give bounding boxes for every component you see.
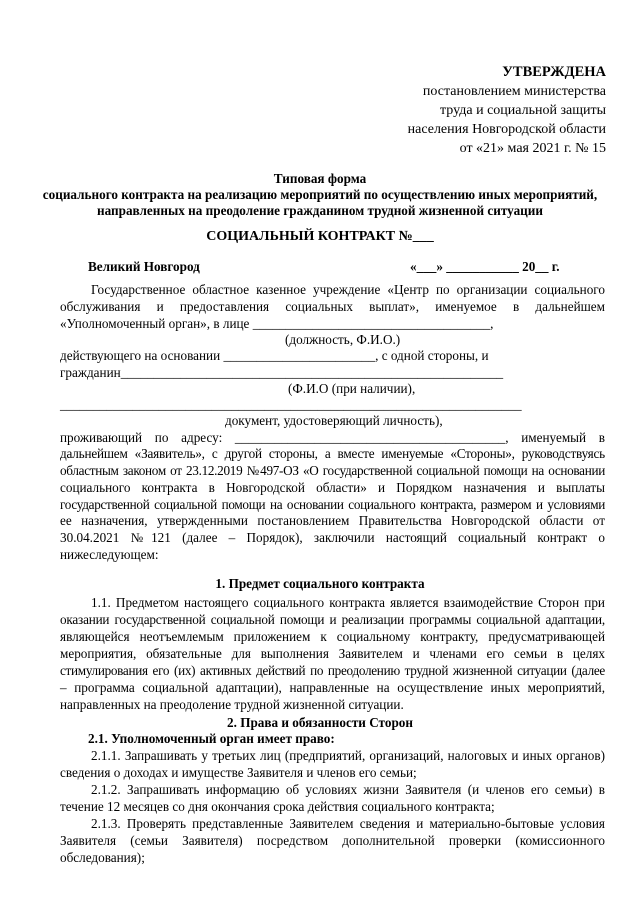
section-1-line: – программа социальной адаптации), направленные на осуществление иных мероприятий,	[60, 680, 605, 695]
section-2-line: 2.1.1. Запрашивать у третьих лиц (предприятий, организаций, налоговых и иных органов)	[91, 748, 605, 763]
section-1-line: мероприятия, обязательные для выполнения Заявителем и членами его семьи в целях	[60, 646, 605, 661]
contract-title: СОЦИАЛЬНЫЙ КОНТРАКТ №___	[206, 229, 434, 244]
contract-city: Великий Новгород	[88, 259, 200, 274]
section-2-line: сведения о доходах и имуществе Заявителя и членов его семьи;	[60, 765, 417, 780]
section-1-title: 1. Предмет социального контракта	[215, 576, 425, 591]
section-1-line: направленных на преодоление трудной жизненной ситуации.	[60, 697, 404, 712]
form-header-line: социального контракта на реализацию мероприятий по осуществлению иных мероприятий,	[42, 187, 598, 202]
intro-line: областным законом от 23.12.2019 №497-ОЗ «О государственной социальной помощи на основании	[60, 463, 605, 478]
contract-date: «___» ___________ 20__ г.	[410, 259, 560, 274]
intro-line: ______________________________________________________________________	[60, 397, 522, 412]
section-1-line: 1.1. Предметом настоящего социального контракта является взаимодействие Сторон при	[91, 595, 605, 610]
section-2-line: обследования);	[60, 850, 145, 865]
approval-line: от «21» мая 2021 г. № 15	[459, 141, 606, 156]
intro-line: ее назначения, утвержденными постановлением Правительства Новгородской области от	[60, 513, 605, 528]
intro-caption: документ, удостоверяющий личность),	[225, 413, 443, 428]
intro-line: обслуживания и предоставления социальных выплат», именуемое в дальнейшем	[60, 299, 605, 314]
section-2-line: 2.1.2. Запрашивать информацию об условиях жизни Заявителя (и членов его семьи) в	[91, 782, 605, 797]
intro-line: дальнейшем «Заявитель», с другой стороны, а вместе именуемые «Стороны», руководствуясь	[60, 446, 605, 461]
intro-line: проживающий по адресу: _________________________________________, именуемый в	[60, 430, 605, 445]
section-1-line: оказании государственной социальной помощи и реализации программы социальной адаптации,	[60, 612, 605, 627]
section-1-line: являющейся неотъемлемым приложением к социальному контракту, предусматривающей	[60, 629, 605, 644]
section-2-subtitle: 2.1. Уполномоченный орган имеет право:	[88, 731, 335, 746]
section-1-line: стимулирования его (их) активных действий по преодолению трудной жизненной ситуации (далее	[60, 663, 605, 678]
approval-line: населения Новгородской области	[407, 122, 606, 137]
section-2-line: Заявителя (семьи Заявителя) посредством дополнительной проверки (комиссионного	[60, 833, 605, 848]
intro-line: действующего на основании _______________________, с одной стороны, и	[60, 348, 489, 363]
intro-caption: (Ф.И.О (при наличии),	[288, 381, 416, 396]
section-2-line: течение 12 месяцев со дня окончания срока действия социального контракта;	[60, 799, 495, 814]
intro-line: гражданин__________________________________________________________	[60, 365, 504, 380]
intro-caption: (должность, Ф.И.О.)	[285, 332, 401, 347]
section-2-line: 2.1.3. Проверять представленные Заявителем сведения и материально-бытовые условия	[91, 816, 605, 831]
form-header-line: Типовая форма	[273, 171, 367, 186]
intro-line: Государственное областное казенное учреждение «Центр по организации социального	[91, 282, 605, 297]
approval-line: постановлением министерства	[422, 84, 606, 99]
section-2-title: 2. Права и обязанности Сторон	[227, 715, 413, 730]
intro-line: государственной социальной помощи на основании социального контракта, размером и условиями	[60, 497, 605, 512]
approval-title: УТВЕРЖДЕНА	[502, 64, 606, 80]
intro-line: нижеследующем:	[60, 547, 159, 562]
intro-line: «Уполномоченный орган», в лице ____________________________________,	[60, 316, 494, 331]
intro-line: 30.04.2021 №121 (далее – Порядок), заключили настоящий социальный контракт о	[60, 530, 605, 545]
form-header-line: направленных на преодоление гражданином трудной жизненной ситуации	[97, 203, 543, 218]
approval-line: труда и социальной защиты	[440, 103, 606, 118]
intro-line: социального контракта в Новгородской области» и Порядком назначения и выплаты	[60, 480, 605, 495]
